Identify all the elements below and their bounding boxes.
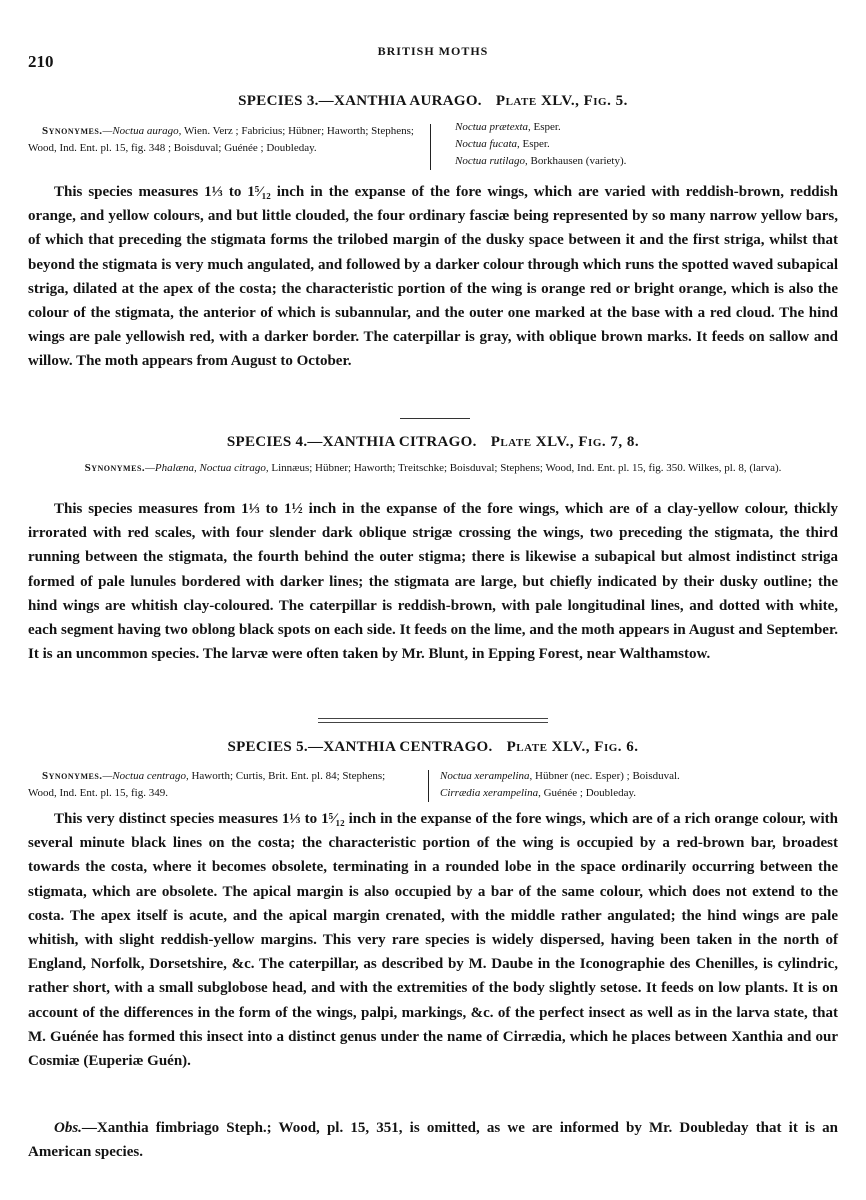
synonym-name: Noctua xerampelina [440, 770, 530, 782]
synonyms-divider [428, 770, 429, 802]
obs-label: Obs. [54, 1120, 82, 1136]
section-divider [318, 718, 548, 723]
synonym-source: , Esper. [517, 138, 550, 150]
running-head: BRITISH MOTHS [377, 44, 489, 58]
species-4-synonyms [28, 460, 838, 477]
obs-text: —Xanthia fimbriago Steph.; Wood, pl. 15, 351, is omitted, as we are informed by Mr. Doubleday that it is an American species. [28, 1120, 838, 1161]
synonym-primary: —Phalæna, Noctua citrago, [145, 462, 269, 474]
species-5-synonyms-right [440, 768, 840, 802]
page-number: 210 [28, 52, 54, 71]
species-5-plate: Plate XLV., Fig. 6. [506, 739, 639, 755]
species-3-text: This species measures 1⅓ to 1⁵⁄₁₂ inch in the expanse of the fore wings, which are varied with reddish-brown, reddish orange, and yellow colours, and but little clouded, the four ordinary fasciæ being represented by so many narrow yellow bars, of which that preceding the stigmata forms the trilobed margin of the dusky space between it and the first striga, whilst that beyond the stigmata is very much angulated, and followed by a darker colour through which runs the spotted waved subapical striga, dilated at the apex of the costa; the characteristic portion of the wing is orange red or bright orange, which is also the colour of the stigmata, the anterior of which is subannular, and the outer one marked at the base with a red cloud. The hind wings are pale yellowish red, with a darker border. The caterpillar is gray, with oblique brown marks. It feeds on sallow and willow. The moth appears from August to October. [28, 184, 838, 370]
synonym-authorities: Wien. Verz ; Fabricius; Hübner; Haworth; Stephens; Wood, Ind. Ent. pl. 15, fig. 348 ; Boisduval; Guénée ; Doubleday. [28, 125, 414, 154]
synonym-source: , Borkhausen (variety). [524, 155, 627, 167]
species-3-heading [0, 93, 866, 110]
synonym-authorities: Linnæus; Hübner; Haworth; Treitschke; Boisduval; Stephens; Wood, Ind. Ent. pl. 15, fig. 350. Wilkes, pl. 8, (larva). [268, 462, 782, 474]
synonyms-label: Synonymes. [42, 125, 103, 137]
synonym-entry [440, 768, 840, 785]
synonyms-divider [430, 124, 431, 170]
species-3-title: SPECIES 3.—XANTHIA AURAGO. [238, 93, 482, 109]
species-3-synonyms-left [28, 123, 420, 157]
species-4-plate: Plate XLV., Fig. 7, 8. [490, 434, 640, 450]
synonym-name: Cirrædia xerampelina [440, 787, 539, 799]
synonym-name: Noctua rutilago [455, 155, 525, 167]
synonyms-label: Synonymes. [42, 770, 103, 782]
species-5-text: This very distinct species measures 1⅓ to 1⁵⁄₁₂ inch in the expanse of the fore wings, which are of a rich orange colour, with several minute black lines on the costa; the characteristic portion of the wing is occupied by a red-brown bar, broadest towards the costa, where it becomes obsolete, terminating in a rounded lobe in the space ordinarily occurring between the stigmata, which are obsolete. The apical margin is also occupied by a bar of the same colour, which does not extend to the costa. The apex itself is acute, and the apical margin crenated, with the middle rather angulated; the hind wings are pale whitish, with slight reddish-yellow margins. This very rare species is widely dispersed, having been taken in the north of England, Norfolk, Dorsetshire, &c. The caterpillar, as described by M. Daube in the Iconographie des Chenilles, is cylindric, rather short, with a small subglobose head, and with the extremities of the body slightly setose. It feeds on low plants. It is on account of the differences in the form of the wings, palpi, markings, &c. of the perfect insect as well as in the larva state, that M. Guénée has formed this insect into a distinct genus under the name of Cirrædia, which he places between Xanthia and our Cosmiæ (Euperiæ Guén). [28, 811, 838, 1070]
synonym-entry [455, 153, 845, 170]
species-5-synonyms-left [28, 768, 416, 802]
synonym-source: , Hübner (nec. Esper) ; Boisduval. [529, 770, 680, 782]
species-5-title: SPECIES 5.—XANTHIA CENTRAGO. [227, 739, 493, 755]
obs-note [28, 1116, 838, 1164]
synonym-name: Noctua fucata [455, 138, 518, 150]
synonym-primary: —Noctua centrago, [102, 770, 189, 782]
species-4-heading [0, 434, 866, 451]
synonym-entry [440, 785, 840, 802]
species-3-description [28, 180, 838, 374]
synonym-source: , Esper. [528, 121, 561, 133]
species-4-text: This species measures from 1⅓ to 1½ inch in the expanse of the fore wings, which are of a clay-yellow colour, thickly irrorated with red scales, with four slender dark oblique strigæ crossing the wings, two preceding the stigmata, the third running between the stigmata, the fourth behind the outer stigma; there is likewise a subapical but almost indistinct striga formed of pale lunules bordered with darker lines; the stigmata are large, but chiefly indicated by their dusky outline; the hind wings are whitish clay-coloured. The caterpillar is reddish-brown, with pale longitudinal lines, and dotted with white, each segment having two oblong black spots on each side. It feeds on the lime, and the moth appears in August and September. It is an uncommon species. The larvæ were often taken by Mr. Blunt, in Epping Forest, near Walthamstow. [28, 501, 838, 663]
synonym-primary: —Noctua aurago, [102, 125, 182, 137]
species-3-plate: Plate XLV., Fig. 5. [495, 93, 628, 109]
species-3-synonyms-right [455, 119, 845, 170]
synonym-source: , Guénée ; Doubleday. [538, 787, 637, 799]
species-4-description [28, 497, 838, 666]
synonym-name: Noctua prætexta [455, 121, 529, 133]
section-divider [400, 418, 470, 419]
synonym-entry [455, 136, 845, 153]
synonyms-label: Synonymes. [84, 462, 146, 474]
synonym-entry [455, 119, 845, 136]
synonym-authorities: Haworth; Curtis, Brit. Ent. pl. 84; Stephens; Wood, Ind. Ent. pl. 15, fig. 349. [28, 770, 386, 799]
species-5-description [28, 807, 838, 1073]
species-4-title: SPECIES 4.—XANTHIA CITRAGO. [226, 434, 477, 450]
species-5-heading [0, 739, 866, 756]
